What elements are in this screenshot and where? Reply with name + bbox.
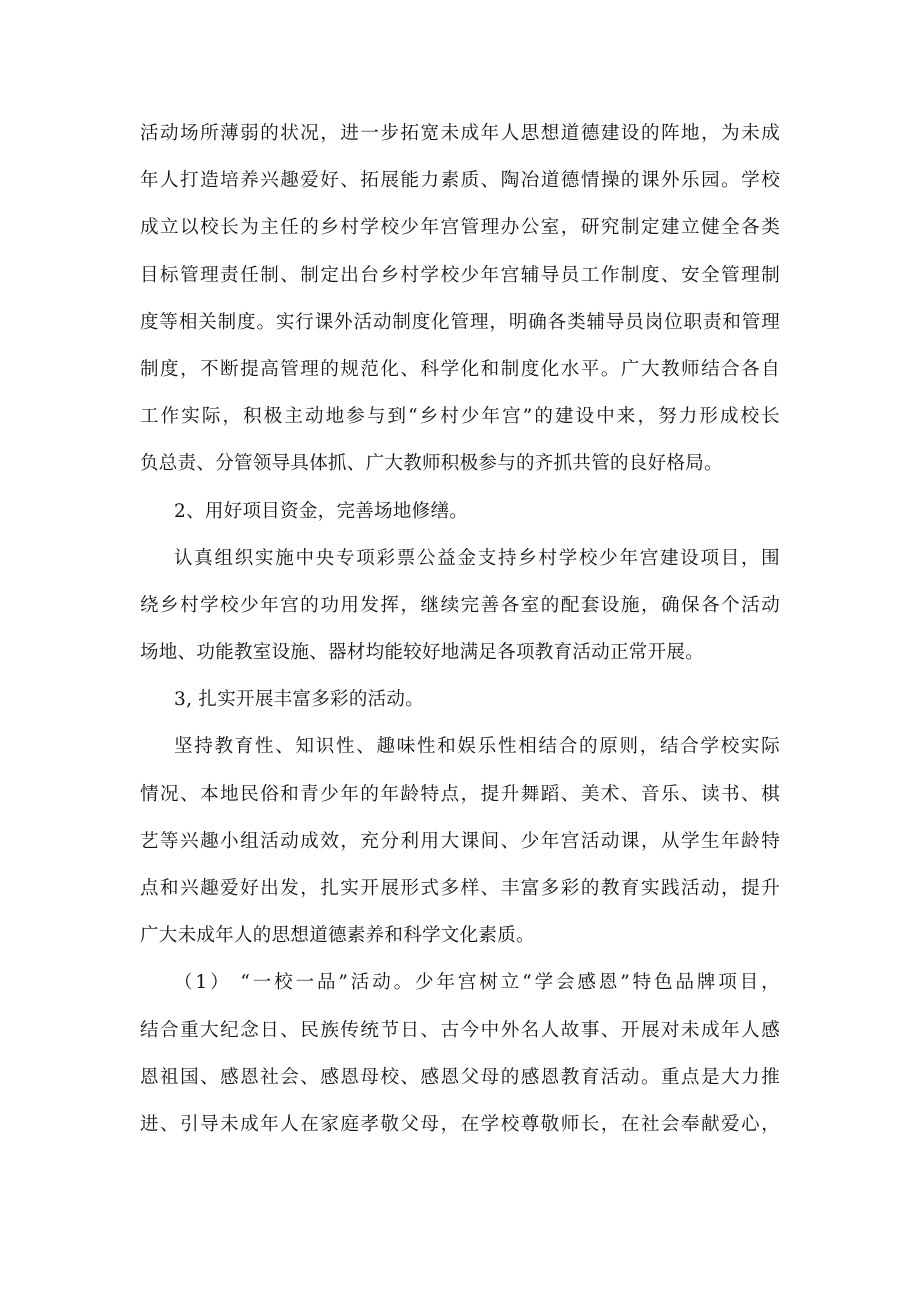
text-line: 情况、本地民俗和青少年的年龄特点，提升舞蹈、美术、音乐、读书、棋 [140, 783, 780, 805]
text-line: 坚持教育性、知识性、趣味性和娱乐性相结合的原则，结合学校实际 [174, 736, 780, 758]
text-line: 场地、功能教室设施、器材均能较好地满足各项教育活动正常开展。 [140, 642, 705, 664]
text-line: 成立以校长为主任的乡村学校少年宫管理办公室，研究制定建立健全各类 [140, 217, 780, 239]
text-line: 活动场所薄弱的状况，进一步拓宽未成年人思想道德建设的阵地，为未成 [140, 123, 780, 144]
text-line: 艺等兴趣小组活动成效，充分利用大课间、少年宫活动课，从学生年龄特 [140, 830, 780, 852]
text-line: 工作实际，积极主动地参与到“乡村少年宫”的建设中来，努力形成校长 [140, 406, 780, 428]
text-line: 年人打造培养兴趣爱好、拓展能力素质、陶冶道德情操的课外乐园。学校 [140, 170, 780, 192]
text-line: 绕乡村学校少年宫的功用发挥，继续完善各室的配套设施，确保各个活动 [140, 594, 780, 616]
text-line: 制度，不断提高管理的规范化、科学化和制度化水平。广大教师结合各自 [140, 358, 780, 380]
text-line: 度等相关制度。实行课外活动制度化管理，明确各类辅导员岗位职责和管理 [140, 311, 780, 333]
text-line: （1） “一校一品”活动。少年宫树立“学会感恩”特色品牌项目， [174, 972, 780, 994]
section-heading: 2、用好项目资金，完善场地修缮。 [174, 500, 469, 522]
text-line: 目标管理责任制、制定出台乡村学校少年宫辅导员工作制度、安全管理制 [140, 264, 780, 286]
text-line: 负总责、分管领导具体抓、广大教师积极参与的齐抓共管的良好格局。 [140, 453, 723, 475]
text-line: 认真组织实施中央专项彩票公益金支持乡村学校少年宫建设项目，围 [174, 547, 780, 569]
text-line: 广大未成年人的思想道德素养和科学文化素质。 [140, 925, 535, 947]
text-line: 结合重大纪念日、民族传统节日、古今中外名人故事、开展对未成年人感 [140, 1019, 780, 1041]
document-body [140, 110, 780, 1148]
section-heading: 3, 扎实开展丰富多彩的活动。 [174, 689, 425, 711]
text-line: 恩祖国、感恩社会、感恩母校、感恩父母的感恩教育活动。重点是大力推 [140, 1066, 780, 1088]
text-line: 进、引导未成年人在家庭孝敬父母，在学校尊敬师长，在社会奉献爱心， [140, 1113, 780, 1135]
text-line: 点和兴趣爱好出发，扎实开展形式多样、丰富多彩的教育实践活动，提升 [140, 878, 780, 899]
